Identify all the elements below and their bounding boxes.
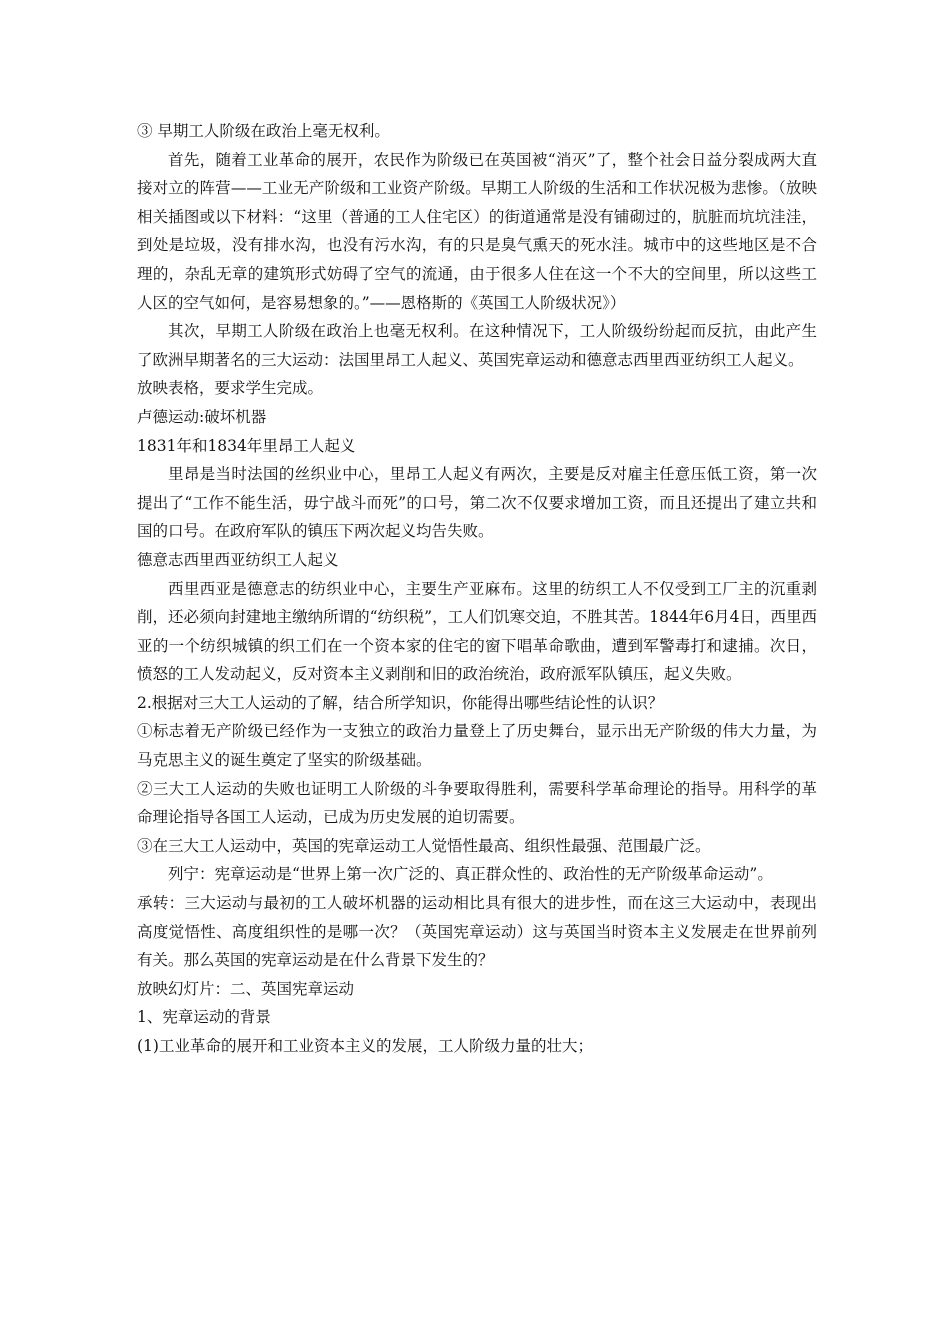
section-heading: 1、宪章运动的背景: [137, 1008, 271, 1027]
paragraph: 首先，随着工业革命的展开，农民作为阶级已在英国被“消灭”了，整个社会日益分裂成两大直接对立的阵营——工业无产阶级和工业资产阶级。早期工人阶级的生活和工作状况极为悲惨。（放映相关插图或以下材料：“这里（普通的工人住宅区）的街道通常是没有铺砌过的，肮脏而坑坑洼洼，到处是垃圾，没有排水沟，也没有污水沟，有的只是臭气熏天的死水洼。城市中的这些地区是不合理的，杂乱无章的建筑形式妨碍了空气的流通，由于很多人住在这一个不大的空间里，所以这些工人区的空气如何，是容易想象的。”——恩格斯的《英国工人阶级状况》）: [137, 150, 817, 312]
list-item: ②三大工人运动的失败也证明工人阶级的斗争要取得胜利，需要科学革命理论的指导。用科学的革命理论指导各国工人运动，已成为历史发展的迫切需要。: [137, 779, 817, 827]
section-heading: 德意志西里西亚纺织工人起义: [137, 550, 339, 569]
paragraph: 承转：三大运动与最初的工人破坏机器的运动相比具有很大的进步性，而在这三大运动中，表现出高度觉悟性、高度组织性的是哪一次？（英国宪章运动）这与英国当时资本主义发展走在世界前列有关。那么英国的宪章运动是在什么背景下发生的？: [137, 894, 817, 970]
paragraph: ③ 早期工人阶级在政治上毫无权利。: [137, 122, 390, 140]
list-item: (1)工业革命的展开和工业资本主义的发展，工人阶级力量的壮大；: [137, 1037, 593, 1055]
section-heading: 1831年和1834年里昂工人起义: [137, 436, 356, 455]
paragraph: 放映幻灯片：二、英国宪章运动: [137, 979, 355, 998]
paragraph: 里昂是当时法国的丝织业中心，里昂工人起义有两次，主要是反对雇主任意压低工资，第一次提出了“工作不能生活，毋宁战斗而死”的口号，第二次不仅要求增加工资，而且还提出了建立共和国的口号。在政府军队的镇压下两次起义均告失败。: [137, 465, 817, 541]
paragraph: 放映表格，要求学生完成。: [137, 379, 324, 398]
list-item: ①标志着无产阶级已经作为一支独立的政治力量登上了历史舞台，显示出无产阶级的伟大力量，为马克思主义的诞生奠定了坚实的阶级基础。: [137, 722, 817, 770]
question: 2.根据对三大工人运动的了解，结合所学知识，你能得出哪些结论性的认识？: [137, 693, 664, 712]
document-body: [137, 117, 817, 1061]
paragraph: 其次，早期工人阶级在政治上也毫无权利。在这种情况下，工人阶级纷纷起而反抗，由此产生了欧洲早期著名的三大运动：法国里昂工人起义、英国宪章运动和德意志西里西亚纺织工人起义。: [137, 322, 817, 369]
quote-paragraph: 列宁：宪章运动是“世界上第一次广泛的、真正群众性的、政治性的无产阶级革命运动”。: [168, 865, 773, 884]
paragraph: 西里西亚是德意志的纺织业中心，主要生产亚麻布。这里的纺织工人不仅受到工厂主的沉重剥削，还必须向封建地主缴纳所谓的“纺织税”，工人们饥寒交迫，不胜其苦。1844年6月4日，西里西亚的一个纺织城镇的织工们在一个资本家的住宅的窗下唱革命歌曲，遭到军警毒打和逮捕。次日，愤怒的工人发动起义，反对资本主义剥削和旧的政治统治，政府派军队镇压，起义失败。: [137, 579, 817, 684]
list-item: ③在三大工人运动中，英国的宪章运动工人觉悟性最高、组织性最强、范围最广泛。: [137, 836, 711, 855]
section-heading: 卢德运动:破坏机器: [137, 407, 267, 426]
